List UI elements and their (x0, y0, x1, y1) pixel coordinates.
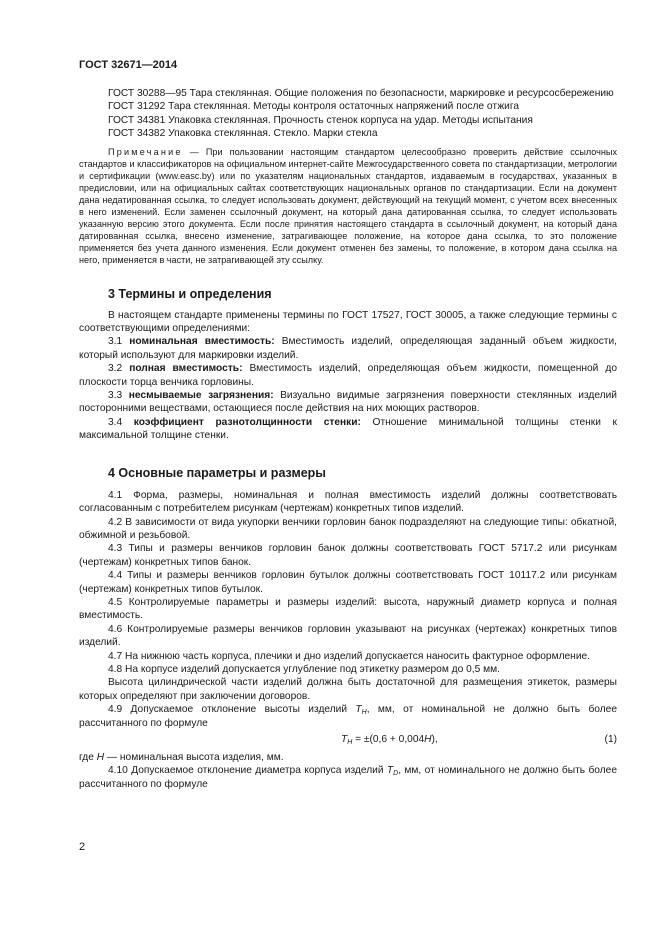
where-text: — номинальная высота изделия, мм. (104, 752, 284, 763)
term-3-1 (79, 335, 617, 362)
reference-gost-30288: ГОСТ 30288—95 Тара стеклянная. Общие положения по безопасности, маркировке и ресурсосбережению (108, 88, 614, 99)
term-number: 3.1 (108, 336, 123, 348)
note-paragraph (79, 146, 617, 266)
term-definition: Вместимость изделий, определяющая объем жидкости, помещенной до плоскости торца венчика горловины. (79, 363, 617, 388)
clause-text: , мм, от номинальной не должно быть более рассчитанного по формуле (79, 704, 618, 729)
term-definition: Визуально видимые загрязнения поверхности стеклянных изделий посторонними веществами, остающиеся после действия на них моющих растворов. (79, 390, 617, 415)
clause-4-8-continued: Высота цилиндрической части изделий должна быть достаточной для размещения этикеток, размеры которых определяют при заключении договоров. (79, 677, 617, 702)
where-clause (79, 751, 617, 764)
page-content (79, 87, 617, 791)
page-number: 2 (79, 841, 86, 853)
section-3-intro: В настоящем стандарте применены термины по ГОСТ 17527, ГОСТ 30005, а также следующие термины с соответствующими определениями: (79, 309, 617, 335)
term-name: номинальная вместимость: (129, 336, 275, 348)
formula-subscript: H (347, 739, 353, 746)
formula-number: (1) (604, 734, 617, 745)
reference-gost-34381: ГОСТ 34381 Упаковка стеклянная. Прочность стенок корпуса на удар. Методы испытания (108, 114, 533, 126)
clause-4-3: 4.3 Типы и размеры венчиков горловин банок должны соответствовать ГОСТ 5717.2 или рисункам (чертежам) конкретных типов банок. (79, 543, 617, 568)
clause-4-5: 4.5 Контролируемые параметры и размеры изделий: высота, наружный диаметр корпуса и полная вместимость. (79, 596, 617, 622)
note-label: Примечание (108, 146, 183, 157)
standard-header: ГОСТ 32671—2014 (79, 59, 178, 71)
clause-4-9 (79, 703, 617, 730)
clause-4-4: 4.4 Типы и размеры венчиков горловин бутылок должны соответствовать ГОСТ 10117.2 или рисункам (чертежам) конкретных типов бутылок. (79, 570, 617, 595)
term-number: 3.3 (108, 390, 123, 402)
clause-4-6: 4.6 Контролируемые размеры венчиков горловин указывают на рисунках (чертежах) конкретных типов изделий. (79, 623, 617, 649)
term-name: полная вместимость: (129, 363, 243, 375)
clause-4-2: 4.2 В зависимости от вида укупорки венчики горловин банок подразделяют на следующие типы: обкатной, обжимной и резьбовой. (79, 516, 617, 541)
term-3-3 (79, 389, 617, 416)
variable: T (355, 704, 362, 716)
term-3-4 (79, 416, 617, 443)
formula-1 (79, 733, 617, 748)
variable: T (386, 765, 394, 777)
section-4-title: 4 Основные параметры и размеры (108, 465, 326, 480)
section-3-title: 3 Термины и определения (108, 286, 272, 301)
term-name: коэффициент разнотолщинности стенки: (133, 416, 361, 428)
formula-part: = ±(0,6 + 0,004 (352, 734, 425, 745)
clause-4-8: 4.8 На корпусе изделий допускается углубление под этикетку размером до 0,5 мм. (108, 663, 500, 675)
term-number: 3.4 (108, 416, 123, 428)
clause-text: 4.9 Допускаемое отклонение высоты изделий (108, 704, 356, 716)
term-number: 3.2 (108, 363, 123, 375)
where-text: где (79, 752, 97, 763)
clause-text: , мм, от номинального не должно быть более рассчитанного по формуле (79, 765, 617, 790)
formula-part: ), (431, 734, 438, 745)
term-definition: Вместимость изделий, определяющая заданный объем жидкости, который используют для маркировки изделий. (79, 336, 617, 361)
reference-gost-31292: ГОСТ 31292 Тара стеклянная. Методы контроля остаточных напряжений после отжига (108, 101, 520, 113)
reference-gost-34382: ГОСТ 34382 Упаковка стеклянная. Стекло. Марки стекла (108, 128, 378, 140)
term-definition: Отношение минимальной толщины стенки к максимальной толщине стенки. (79, 416, 617, 442)
clause-4-10 (79, 764, 617, 791)
formula-expression (341, 733, 438, 746)
clause-4-7: 4.7 На нижнюю часть корпуса, плечики и дно изделий допускается наносить фактурное оформление. (108, 650, 590, 662)
clause-4-1: 4.1 Форма, размеры, номинальная и полная вместимость изделий должны соответствовать согласованным с потребителем рисункам (чертежам) конкретных типов изделий. (79, 489, 617, 515)
term-name: несмываемые загрязнения: (128, 390, 274, 402)
variable-subscript: D (393, 770, 399, 778)
formula-variable: H (424, 734, 432, 745)
clause-text: 4.10 Допускаемое отклонение диаметра корпуса изделий (108, 765, 387, 777)
term-3-2 (79, 362, 617, 389)
variable: H (96, 752, 105, 763)
variable-subscript: H (361, 709, 367, 717)
formula-lhs: T (341, 734, 348, 745)
note-text: — При пользовании настоящим стандартом целесообразно проверить действие ссылочных стандартов и классификаторов на официальном интернет-сайте Межгосударственного совета по стандартизации, метрологии и сертификации (www.easc.by) или по указателям национальных стандартов, издаваемым в государствах, указанных в предисловии, или на официальных сайтах соответствующих национальных органов по стандартизации. Если на документ дана недатированная ссылка, то следует использовать документ, действующий на текущий момент, с учетом всех внесенных в него изменений. Если заменен ссылочный документ, на который дана датированная ссылка, то следует использовать указанную версию этого документа. Если после принятия настоящего стандарта в ссылочный документ, на который дана датированная ссылка, внесено изменение, затрагивающее положение, на которое дана ссылка, то это положение применяется без учета данного изменения. Если документ отменен без замены, то положение, в котором дана ссылка на него, применяется в части, не затрагивающей эту ссылку. (79, 146, 617, 265)
